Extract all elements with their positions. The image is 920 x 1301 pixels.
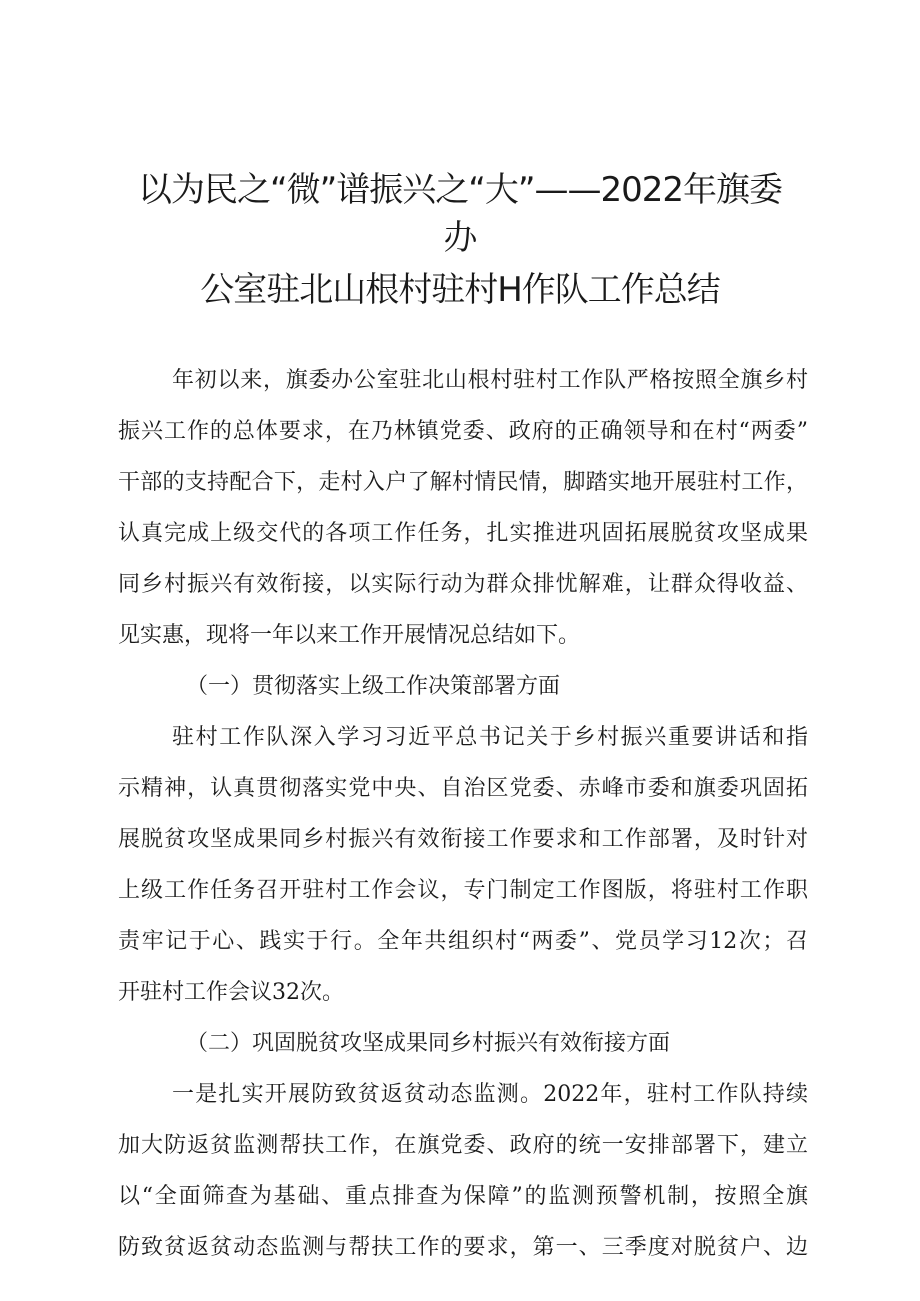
paragraph-2-line-5: 责牢记于心、践实于行。全年共组织村“两委”、党员学习12次；召 bbox=[118, 929, 808, 954]
paragraph-1-line-3: 干部的支持配合下，走村入户了解村情民情，脚踏实地开展驻村工作， bbox=[118, 470, 808, 495]
section-heading-1: （一）贯彻落实上级工作决策部署方面 bbox=[186, 674, 561, 699]
paragraph-2-line-2: 示精神，认真贯彻落实党中央、自治区党委、赤峰市委和旗委巩固拓 bbox=[118, 776, 808, 801]
paragraph-3-line-1: 一是扎实开展防致贫返贫动态监测。2022年，驻村工作队持续 bbox=[172, 1082, 808, 1107]
section-heading-2: （二）巩固脱贫攻坚成果同乡村振兴有效衔接方面 bbox=[186, 1031, 671, 1056]
document-title-line-3: 公室驻北山根村驻村H作队工作总结 bbox=[200, 270, 720, 310]
paragraph-3-line-4: 防致贫返贫动态监测与帮扶工作的要求，第一、三季度对脱贫户、边 bbox=[118, 1235, 808, 1260]
document-title-line-2: 办 bbox=[443, 218, 477, 258]
paragraph-1-line-4: 认真完成上级交代的各项工作任务，扎实推进巩固拓展脱贫攻坚成果 bbox=[118, 521, 808, 546]
paragraph-1-line-1: 年初以来，旗委办公室驻北山根村驻村工作队严格按照全旗乡村 bbox=[172, 368, 808, 393]
paragraph-3-line-2: 加大防返贫监测帮扶工作，在旗党委、政府的统一安排部署下，建立 bbox=[118, 1133, 808, 1158]
paragraph-1-line-2: 振兴工作的总体要求，在乃林镇党委、政府的正确领导和在村“两委” bbox=[118, 419, 808, 444]
document-title-line-1: 以为民之“微”谱振兴之“大”——2022年旗委 bbox=[138, 170, 782, 210]
paragraph-2-line-6: 开驻村工作会议32次。 bbox=[118, 980, 344, 1005]
paragraph-3-line-3: 以“全面筛查为基础、重点排查为保障”的监测预警机制，按照全旗 bbox=[118, 1184, 808, 1209]
paragraph-2-line-3: 展脱贫攻坚成果同乡村振兴有效衔接工作要求和工作部署，及时针对 bbox=[118, 827, 808, 852]
paragraph-2-line-1: 驻村工作队深入学习习近平总书记关于乡村振兴重要讲话和指 bbox=[172, 725, 808, 750]
paragraph-2-line-4: 上级工作任务召开驻村工作会议，专门制定工作图版，将驻村工作职 bbox=[118, 878, 808, 903]
paragraph-1-line-5: 同乡村振兴有效衔接，以实际行动为群众排忧解难，让群众得收益、 bbox=[118, 572, 808, 597]
paragraph-1-line-6: 见实惠，现将一年以来工作开展情况总结如下。 bbox=[118, 623, 581, 648]
